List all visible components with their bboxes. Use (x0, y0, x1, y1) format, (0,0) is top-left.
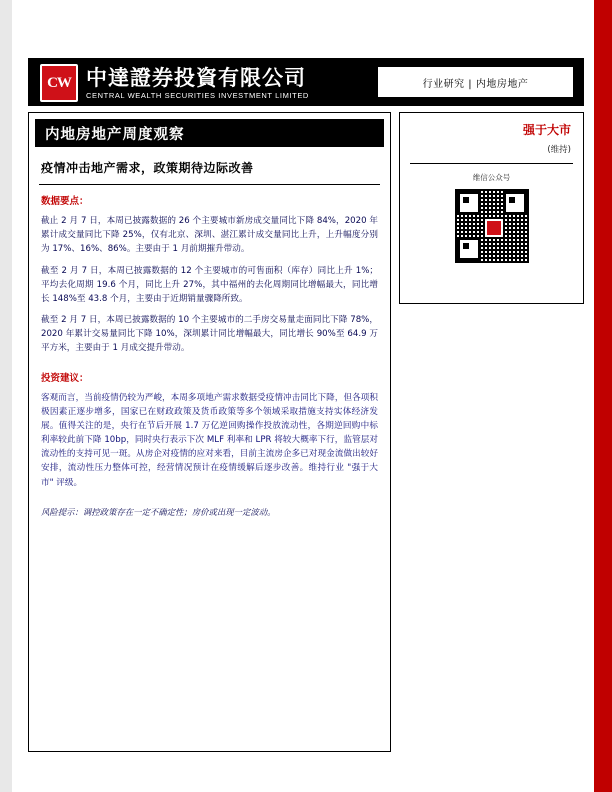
report-main-column (28, 112, 391, 752)
research-category-box (377, 66, 574, 98)
title-divider (39, 184, 380, 185)
wechat-label: 维信公众号 (472, 173, 511, 182)
data-paragraph: 截至 2 月 7 日，本周已披露数据的 10 个主要城市的二手房交易量走面同比下降 78%，2020 年累计交易量同比下降 10%，深圳累计同比增幅最大，同比增长 90%至 64.9 万平方米，主要由于 1 月成交提升带动。 (41, 315, 378, 354)
data-paragraph: 截止 2 月 7 日，本周已披露数据的 26 个主要城市新房成交量同比下降 84%，2020 年累计成交量同比下降 25%，仅有北京、深圳、湛江累计成交量同比上升，上升幅度分别为 17%、16%、86%。主要由于 1 月前期摧升带动。 (41, 216, 378, 255)
risk-disclaimer: 风险提示：调控政策存在一定不确定性；房价或出现一定波动。 (41, 506, 276, 517)
logo-chinese-name: 中達證券投資有限公司 (86, 65, 306, 90)
rating-status-note: (维持) (547, 145, 571, 155)
rating-sidebar (399, 112, 584, 304)
investment-advice-paragraph: 客观而言，当前疫情仍较为严峻，本周多项地产需求数据受疫情冲击同比下降，但各项积极因素正逐步增多，国家已在财政政策及货币政策等多个领域采取措施支持实体经济发展。值得关注的是，央行在节后开展 1.7 万亿逆回购操作投放流动性，各期逆回购中标利率较此前下降 10bp，同时央行表示下次 MLF 利率和 LPR 将较大概率下行，监管层对流动性的支持可见一斑。从房企对疫情的应对来看，目前主流房企多已对现金流做出较好安排，流动性压力整体可控，经营情况预计在疫情缓解后逐步改善。维持行业 "强于大市" 评级。 (41, 392, 378, 488)
sidebar-divider (410, 163, 573, 164)
logo-text-block (86, 67, 309, 100)
qr-finder-top-right (503, 191, 527, 215)
company-logo (40, 62, 340, 104)
page-title: 内地房地产周度观察 (45, 126, 185, 143)
page-left-edge (0, 0, 12, 792)
data-paragraph: 截至 2 月 7 日，本周已披露数据的 12 个主要城市的可售面积（库存）同比上升 1%；平均去化周期 19.6 个月，同比上升 27%，其中福州的去化周期同比增幅最大，同比增长 148%至 43.8 个月，主要由于近期销量骤降所致。 (41, 265, 378, 304)
page-right-red-bar (594, 0, 612, 792)
status-badge: 强于大市 (522, 123, 571, 137)
report-title-band (35, 119, 384, 147)
qr-center-logo (485, 219, 503, 237)
qr-code-icon (455, 189, 529, 263)
logo-mark-icon: CW (40, 64, 78, 102)
report-subtitle: 疫情冲击地产需求，政策期待边际改善 (41, 161, 254, 175)
qr-finder-top-left (457, 191, 481, 215)
logo-english-name: CENTRAL WEALTH SECURITIES INVESTMENT LIMITED (86, 90, 309, 100)
data-highlights-heading: 数据要点： (41, 196, 89, 207)
research-category-label: 行业研究 | 内地房地产 (422, 78, 529, 90)
qr-finder-bottom-left (457, 237, 481, 261)
investment-advice-heading: 投资建议： (41, 372, 89, 384)
